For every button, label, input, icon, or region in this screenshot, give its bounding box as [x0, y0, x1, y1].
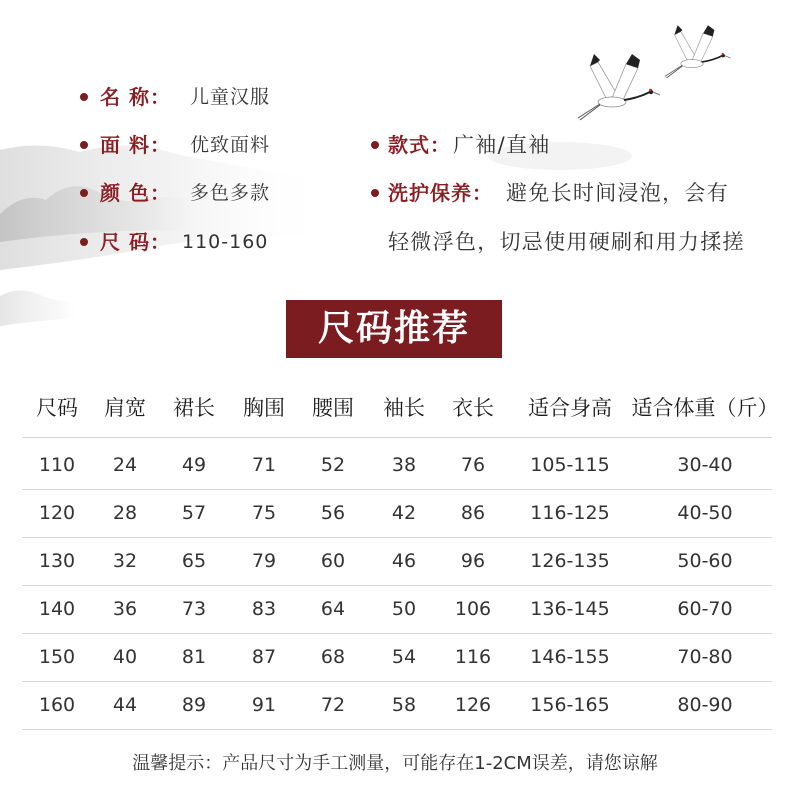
row-divider: [22, 633, 772, 634]
table-cell: 96: [460, 550, 486, 572]
table-cell: 87: [251, 646, 277, 668]
table-cell: 160: [38, 694, 76, 716]
table-cell: 64: [320, 598, 346, 620]
row-divider: [22, 437, 772, 438]
table-cell: 75: [251, 502, 277, 524]
row-divider: [22, 489, 772, 490]
table-cell: 49: [181, 454, 207, 476]
fabric-value: 优致面料: [190, 134, 271, 156]
column-header: 腰围: [312, 396, 354, 420]
table-cell: 130: [38, 550, 76, 572]
table-cell: 150: [38, 646, 76, 668]
color-label: 颜 色：: [100, 181, 171, 205]
table-cell: 36: [112, 598, 138, 620]
fabric-label: 面 料：: [100, 133, 171, 157]
table-cell: 65: [181, 550, 207, 572]
column-header: 肩宽: [104, 396, 146, 420]
table-cell: 30-40: [677, 454, 733, 476]
table-cell: 146-155: [530, 646, 610, 668]
table-cell: 50-60: [677, 550, 733, 572]
table-cell: 80-90: [677, 694, 733, 716]
table-cell: 116-125: [530, 502, 610, 524]
table-cell: 32: [112, 550, 138, 572]
table-cell: 38: [391, 454, 417, 476]
table-cell: 83: [251, 598, 277, 620]
row-divider: [22, 537, 772, 538]
table-cell: 126-135: [530, 550, 610, 572]
table-cell: 73: [181, 598, 207, 620]
table-row: [0, 641, 790, 673]
table-row: [0, 449, 790, 481]
table-cell: 50: [391, 598, 417, 620]
footer-note: 温馨提示：产品尺寸为手工测量，可能存在1-2CM误差，请您谅解: [132, 753, 658, 774]
table-cell: 56: [320, 502, 346, 524]
table-cell: 44: [112, 694, 138, 716]
table-cell: 28: [112, 502, 138, 524]
table-cell: 72: [320, 694, 346, 716]
table-row: [0, 593, 790, 625]
table-cell: 42: [391, 502, 417, 524]
column-header: 适合身高: [528, 396, 612, 420]
table-cell: 106: [454, 598, 492, 620]
column-header: 袖长: [383, 396, 425, 420]
table-cell: 70-80: [677, 646, 733, 668]
table-cell: 156-165: [530, 694, 610, 716]
table-cell: 116: [454, 646, 492, 668]
table-cell: 140: [38, 598, 76, 620]
column-header: 胸围: [243, 396, 285, 420]
row-divider: [22, 585, 772, 586]
column-header: 尺码: [36, 396, 78, 420]
care-value: 避免长时间浸泡，会有: [506, 181, 729, 205]
name-value: 儿童汉服: [190, 86, 271, 108]
table-header-row: [0, 392, 790, 424]
name-label: 名 称：: [100, 85, 171, 109]
table-cell: 110: [38, 454, 76, 476]
table-row: [0, 545, 790, 577]
table-cell: 40-50: [677, 502, 733, 524]
table-cell: 57: [181, 502, 207, 524]
table-cell: 86: [460, 502, 486, 524]
table-cell: 105-115: [530, 454, 610, 476]
table-cell: 24: [112, 454, 138, 476]
style-label: 款式：: [388, 133, 451, 157]
care-value-continued: 轻微浮色，切忌使用硬刷和用力揉搓: [388, 230, 745, 254]
size-value: 110-160: [182, 231, 269, 253]
table-cell: 79: [251, 550, 277, 572]
table-cell: 68: [320, 646, 346, 668]
table-cell: 52: [320, 454, 346, 476]
table-cell: 120: [38, 502, 76, 524]
table-cell: 60-70: [677, 598, 733, 620]
style-value: 广袖/直袖: [453, 133, 551, 157]
table-cell: 91: [251, 694, 277, 716]
care-label: 洗护保养：: [388, 181, 493, 205]
color-value: 多色多款: [190, 182, 271, 204]
table-cell: 60: [320, 550, 346, 572]
table-row: [0, 497, 790, 529]
table-cell: 81: [181, 646, 207, 668]
table-cell: 89: [181, 694, 207, 716]
column-header: 裙长: [173, 396, 215, 420]
table-cell: 54: [391, 646, 417, 668]
table-cell: 76: [460, 454, 486, 476]
table-row: [0, 689, 790, 721]
table-cell: 126: [454, 694, 492, 716]
column-header: 衣长: [452, 396, 494, 420]
row-divider: [22, 681, 772, 682]
row-divider: [22, 729, 772, 730]
size-label: 尺 码：: [100, 230, 171, 254]
table-cell: 40: [112, 646, 138, 668]
table-cell: 71: [251, 454, 277, 476]
column-header: 适合体重（斤）: [631, 396, 779, 420]
table-cell: 136-145: [530, 598, 610, 620]
table-cell: 46: [391, 550, 417, 572]
table-cell: 58: [391, 694, 417, 716]
banner-title: 尺码推荐: [317, 308, 470, 349]
